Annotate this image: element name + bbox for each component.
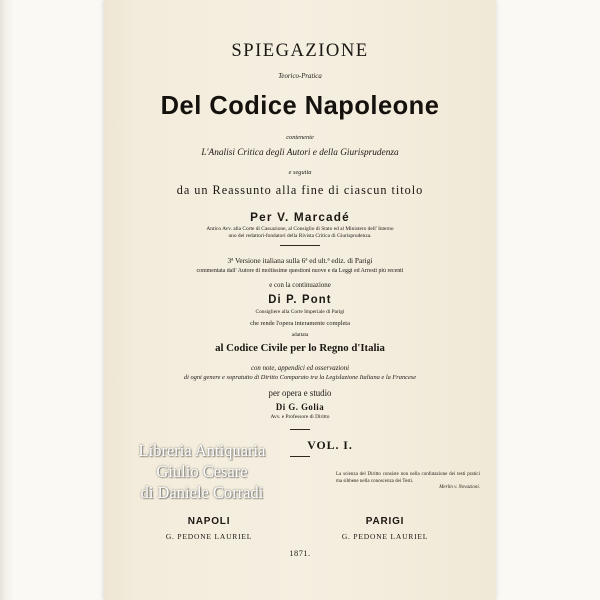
editor-name: Di G. Golia bbox=[275, 402, 325, 412]
publication-year: 1871. bbox=[289, 548, 311, 558]
continuator-name: Di P. Pont bbox=[268, 294, 332, 306]
version-text: 3ª Versione italiana sulla 6ª ed ult.ª ediz. di Parigi bbox=[227, 256, 373, 265]
adattata-text: adattata bbox=[291, 332, 309, 338]
volume-rule-top bbox=[290, 429, 310, 430]
volume-rule-bottom bbox=[290, 456, 310, 457]
continuator-credit: Consigliere alla Corte Imperiale di Parigi bbox=[255, 309, 345, 315]
continuazione-text: e con la continuazione bbox=[269, 281, 331, 289]
watermark-line-2: Giulio Cesare bbox=[156, 462, 248, 481]
imprint-city-parigi: PARIGI bbox=[365, 516, 405, 527]
epigraph-text: La scienza del Diritto consiste non nella confutazione dei testi pratici ma sibbene nella conoscenza dei Testi. bbox=[336, 472, 480, 484]
title-page bbox=[104, 0, 496, 600]
author-name: Per V. Marcadé bbox=[250, 210, 350, 224]
imprint-city-napoli: NAPOLI bbox=[187, 516, 231, 527]
watermark-line-3: di Daniele Corradi bbox=[140, 483, 264, 502]
riassunto-text: da un Reassunto alla fine di ciascun titolo bbox=[176, 183, 424, 197]
author-credit-2: uno dei redattori-fondatori della Rivista Critica di Giurisprudenza. bbox=[228, 233, 372, 239]
imprint-parigi bbox=[310, 516, 460, 541]
divider-rule bbox=[280, 245, 320, 246]
heading: SPIEGAZIONE bbox=[231, 40, 369, 61]
epigraph bbox=[336, 472, 480, 492]
imprint-publisher-napoli: G. PEDONE LAURIEL bbox=[165, 532, 253, 541]
imprint-publisher-parigi: G. PEDONE LAURIEL bbox=[341, 532, 429, 541]
seguita-text: e seguita bbox=[288, 169, 312, 176]
commentata-text: commentata dall' Autore di moltissime questioni nuove e da Leggi ed Arresti più recenti bbox=[196, 268, 404, 274]
codice-civile-text: al Codice Civile per lo Regno d'Italia bbox=[215, 342, 385, 354]
epigraph-signature: Merlin v. Novazioni. bbox=[439, 485, 480, 490]
bookseller-watermark bbox=[132, 440, 272, 503]
imprint-napoli bbox=[134, 516, 284, 541]
book-title: Del Codice Napoleone bbox=[160, 90, 440, 120]
contenente-text: contenente bbox=[286, 134, 314, 141]
note-text: con note, appendici ed osservazioni bbox=[250, 364, 350, 372]
analisi-text: L'Analisi Critica degli Autori e della Giurisprudenza bbox=[201, 148, 399, 158]
subheading: Teorico-Pratica bbox=[278, 72, 322, 80]
rende-text: che rende l'opera interamente completa bbox=[250, 320, 350, 327]
editor-credit: Avv. e Professore di Diritto bbox=[270, 414, 330, 420]
per-opera-text: per opera e studio bbox=[268, 388, 332, 398]
author-credit-1: Antico Avv. alla Corte di Cassazione, al Consiglio di Stato ed al Ministero dell' Interno bbox=[206, 226, 394, 232]
watermark-line-1: Libreria Antiquaria bbox=[138, 441, 266, 460]
ogni-genere-text: di ogni genere e sopratutto di Diritto Comparato tra la Legislazione Italiana e la Francese bbox=[183, 374, 417, 381]
volume-label: VOL. I. bbox=[307, 438, 353, 452]
